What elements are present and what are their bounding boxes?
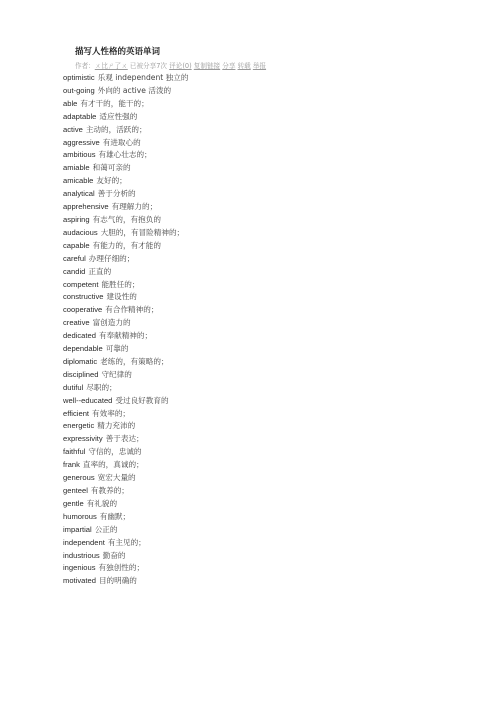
english-word: gentle [63,498,84,508]
english-word: amiable [63,163,90,173]
chinese-meaning: 尽职的； [86,382,117,392]
list-item [63,162,483,175]
chinese-meaning: 有合作精神的； [105,305,159,315]
english-word: well--educated [63,395,113,405]
english-word: dedicated [63,331,96,341]
english-word: audacious [63,227,98,237]
chinese-meaning: 友好的； [96,176,127,186]
english-word: humorous [63,511,97,521]
english-word: optimistic [63,73,95,82]
list-item [63,420,483,433]
chinese-meaning: 有雄心壮志的； [98,150,152,160]
chinese-meaning: 主动的，活跃的； [85,124,147,134]
list-item [63,356,483,369]
chinese-meaning: 外向的 active 活泼的 [97,85,172,95]
shared-count: 7次 [156,62,168,70]
list-item [63,446,483,459]
chinese-meaning: 正直的 [88,266,112,276]
chinese-meaning: 宽宏大量的 [97,473,136,483]
chinese-meaning: 乐观 independent 独立的 [97,73,189,82]
chinese-meaning: 公正的 [94,524,118,534]
list-item [63,550,483,563]
comment-link[interactable]: 评论(0) [169,62,192,70]
chinese-meaning: 有效率的； [92,408,131,418]
list-item [63,201,483,214]
document-page [63,46,483,588]
english-word: apprehensive [63,202,109,212]
list-item [63,137,483,150]
word-list [63,72,483,588]
english-word: impartial [63,524,92,534]
list-item [63,485,483,498]
list-item [63,214,483,227]
list-item [63,317,483,330]
english-word: careful [63,253,86,263]
chinese-meaning: 和蔼可亲的 [92,163,131,173]
chinese-meaning: 善于表达； [105,434,144,444]
list-item [63,291,483,304]
english-word: creative [63,318,90,328]
english-word: expressivity [63,434,103,444]
english-word: efficient [63,408,90,418]
chinese-meaning: 有教养的； [90,486,129,495]
chinese-meaning: 精力充沛的 [97,421,136,431]
list-item [63,369,483,382]
chinese-meaning: 有奉献精神的； [98,331,153,341]
list-item [63,472,483,485]
english-word: energetic [63,421,95,431]
author-label: 作者： [75,62,95,70]
english-word: active [63,124,83,134]
list-item [63,537,483,550]
page-title: 描写人性格的英语单词 [75,47,161,57]
list-item [63,98,483,111]
share-link[interactable]: 分享 [222,62,236,70]
chinese-meaning: 建设性的 [106,292,137,302]
chinese-meaning: 守信的，忠诚的 [88,447,142,457]
chinese-meaning: 守纪律的 [101,369,132,379]
list-item [63,511,483,524]
chinese-meaning: 有理解力的； [111,202,158,212]
list-item [63,524,483,537]
chinese-meaning: 富创造力的 [92,318,131,328]
english-word: dependable [63,344,103,354]
english-word: genteel [63,486,88,495]
english-word: frank [63,460,80,470]
list-item [63,408,483,421]
english-word: capable [63,240,90,250]
chinese-meaning: 目的明确的 [98,576,137,586]
english-word: independent [63,537,105,547]
copy-link[interactable]: 复制链接 [193,62,221,70]
list-item [63,111,483,124]
chinese-meaning: 有幽默； [99,511,131,521]
english-word: faithful [63,447,86,457]
chinese-meaning: 老练的，有策略的； [100,356,169,366]
english-word: ambitious [63,150,96,160]
english-word: competent [63,279,99,289]
list-item [63,188,483,201]
english-word: candid [63,266,86,276]
english-word: analytical [63,189,95,199]
english-word: amicable [63,176,94,186]
english-word: constructive [63,292,104,302]
chinese-meaning: 大胆的，有冒险精神的； [100,227,185,237]
english-word: dutiful [63,382,84,392]
list-item [63,85,483,98]
english-word: able [63,98,78,108]
english-word: aspiring [63,214,90,224]
english-word: diplomatic [63,356,98,366]
english-word: aggressive [63,137,100,147]
english-word: adaptable [63,111,97,121]
chinese-meaning: 有独创性的； [98,563,145,573]
list-item [63,227,483,240]
chinese-meaning: 办理仔细的； [88,253,135,263]
list-item [63,279,483,292]
chinese-meaning: 有礼貌的 [86,498,118,508]
english-word: cooperative [63,305,103,315]
list-item [63,382,483,395]
list-item [63,304,483,317]
list-item [63,240,483,253]
shared-label: 已被分享 [129,62,157,70]
chinese-meaning: 有才干的，能干的； [80,98,149,108]
chinese-meaning: 可靠的 [105,344,129,354]
list-item [63,433,483,446]
english-word: generous [63,473,95,483]
list-item [63,343,483,356]
list-item [63,459,483,472]
report-link[interactable]: 举报 [252,62,267,70]
list-item [63,149,483,162]
list-item [63,562,483,575]
english-word: industrious [63,550,100,560]
list-item [63,266,483,279]
list-item [63,175,483,188]
chinese-meaning: 直率的，真诚的； [82,460,144,470]
chinese-meaning: 受过良好教育的 [115,395,169,405]
author-link[interactable]: ㄨ比ㄕ了ㄨ [94,62,128,70]
chinese-meaning: 善于分析的 [97,189,136,199]
list-item [63,72,483,85]
chinese-meaning: 有主见的； [107,537,146,547]
chinese-meaning: 勤奋的 [102,550,126,560]
list-item [63,253,483,266]
english-word: motivated [63,576,96,586]
chinese-meaning: 能胜任的； [101,279,140,289]
list-item [63,330,483,343]
chinese-meaning: 适应性强的 [99,111,138,121]
list-item [63,124,483,137]
post-meta [75,61,483,71]
chinese-meaning: 有能力的，有才能的 [92,240,161,250]
list-item [63,395,483,408]
list-item [63,575,483,588]
english-word: out-going [63,85,95,95]
list-item [63,498,483,511]
chinese-meaning: 有进取心的 [102,137,141,147]
repost-link[interactable]: 转载 [237,62,251,70]
chinese-meaning: 有志气的，有抱负的 [92,214,161,224]
english-word: disciplined [63,369,99,379]
english-word: ingenious [63,563,96,573]
